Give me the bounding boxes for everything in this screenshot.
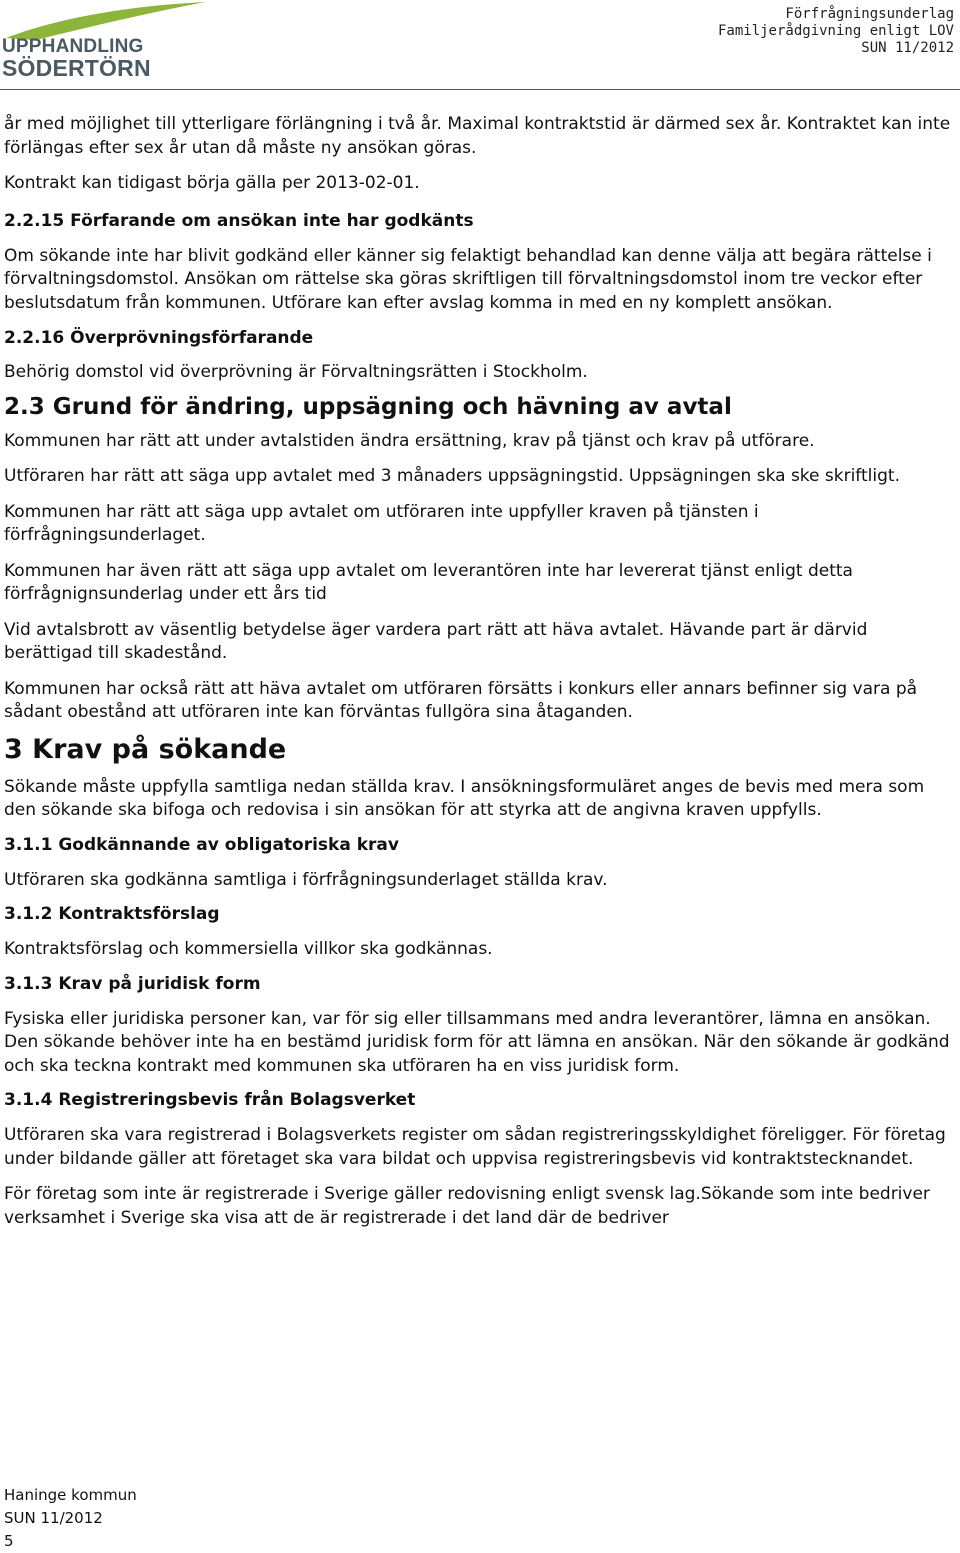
paragraph: år med möjlighet till ytterligare förlängning i två år. Maximal kontraktstid är därmed sex år. Kontraktet kan inte förlängas efter sex år utan då måste ny ansökan göras.: [4, 114, 951, 158]
footer-doc-ref: SUN 11/2012: [4, 1509, 103, 1527]
upphandling-sodertorn-logo: [2, 0, 212, 84]
paragraph: För företag som inte är registrerade i Sverige gäller redovisning enligt svensk lag.Sökande som inte bedriver verksamhet i Sverige ska visa att de är registrerade i det land där de bedriver: [4, 1184, 930, 1228]
heading-3-1-3: 3.1.3 Krav på juridisk form: [4, 973, 261, 994]
header-meta: [718, 6, 954, 57]
heading-2-3: 2.3 Grund för ändring, uppsägning och hävning av avtal: [4, 393, 732, 420]
paragraph: Utföraren ska vara registrerad i Bolagsverkets register om sådan registreringsskyldighet föreligger. För företag under bildande gäller att företaget ska vara bildat och uppvisa registreringsbevis vid kontraktstecknandet.: [4, 1125, 946, 1169]
paragraph: Kontraktsförslag och kommersiella villkor ska godkännas.: [4, 939, 493, 959]
heading-3-1-1: 3.1.1 Godkännande av obligatoriska krav: [4, 834, 399, 855]
page-footer: [4, 1484, 137, 1553]
heading-3-1-2: 3.1.2 Kontraktsförslag: [4, 904, 220, 924]
document-body: [4, 113, 956, 1230]
heading-2-2-16: 2.2.16 Överprövningsförfarande: [4, 328, 314, 348]
header-doc-title: Familjerådgivning enligt LOV: [717, 23, 954, 39]
paragraph: Kommunen har också rätt att häva avtalet om utföraren försätts i konkurs eller annars befinner sig vara på sådant obestånd att utföraren inte kan förväntas fullgöra sina åtaganden.: [4, 678, 918, 722]
footer-organization: Haninge kommun: [4, 1486, 137, 1504]
logo-text-sodertorn: SÖDERTÖRN: [2, 55, 151, 81]
paragraph: Om sökande inte har blivit godkänd eller känner sig felaktigt behandlad kan denne välja att begära rättelse i förvaltningsdomstol. Ansökan om rättelse ska göras skriftligen till förvaltningsdomstol inom tre veckor efter beslutsdatum från kommunen. Utförare kan efter avslag komma in med en ny komplett ansökan.: [4, 245, 932, 313]
leaf-swoosh-icon: [2, 0, 212, 40]
paragraph: Vid avtalsbrott av väsentlig betydelse äger vardera part rätt att häva avtalet. Hävande part är därvid berättigad till skadestånd.: [4, 619, 868, 663]
paragraph: Kommunen har rätt att under avtalstiden ändra ersättning, krav på tjänst och krav på utförare.: [4, 430, 815, 451]
paragraph: Fysiska eller juridiska personer kan, var för sig eller tillsammans med andra leverantörer, lämna en ansökan. Den sökande behöver inte ha en bestämd juridisk form för att lämna en ansökan. När den sökande är godkänd och ska teckna kontrakt med kommunen ska utföraren ha en viss juridisk form.: [4, 1008, 950, 1076]
paragraph: Utföraren har rätt att säga upp avtalet med 3 månaders uppsägningstid. Uppsägningen ska ske skriftligt.: [4, 466, 900, 486]
paragraph: Kommunen har även rätt att säga upp avtalet om leverantören inte har levererat tjänst enligt detta förfrågnignsunderlag under ett års tid: [4, 560, 853, 604]
heading-3: 3 Krav på sökande: [4, 733, 287, 765]
paragraph: Kontrakt kan tidigast börja gälla per 2013-02-01.: [4, 173, 420, 193]
paragraph: Behörig domstol vid överprövning är Förvaltningsrätten i Stockholm.: [4, 362, 588, 382]
page-number: 5: [4, 1532, 14, 1550]
heading-3-1-4: 3.1.4 Registreringsbevis från Bolagsverket: [4, 1090, 416, 1110]
heading-2-2-15: 2.2.15 Förfarande om ansökan inte har godkänts: [4, 210, 474, 231]
paragraph: Kommunen har rätt att säga upp avtalet om utföraren inte uppfyller kraven på tjänsten i förfrågningsunderlaget.: [4, 501, 759, 545]
header-doc-ref: SUN 11/2012: [861, 40, 954, 56]
page-header: [0, 0, 960, 92]
logo-text-upphandling: UPPHANDLING: [2, 36, 144, 57]
header-doc-type: Förfrågningsunderlag: [785, 6, 954, 22]
paragraph: Utföraren ska godkänna samtliga i förfrågningsunderlaget ställda krav.: [4, 869, 608, 890]
paragraph: Sökande måste uppfylla samtliga nedan ställda krav. I ansökningsformuläret anges de bevis med mera som den sökande ska bifoga och redovisa i sin ansökan för att styrka att de angivna kraven uppfylls.: [4, 776, 925, 820]
header-divider: [0, 89, 960, 90]
